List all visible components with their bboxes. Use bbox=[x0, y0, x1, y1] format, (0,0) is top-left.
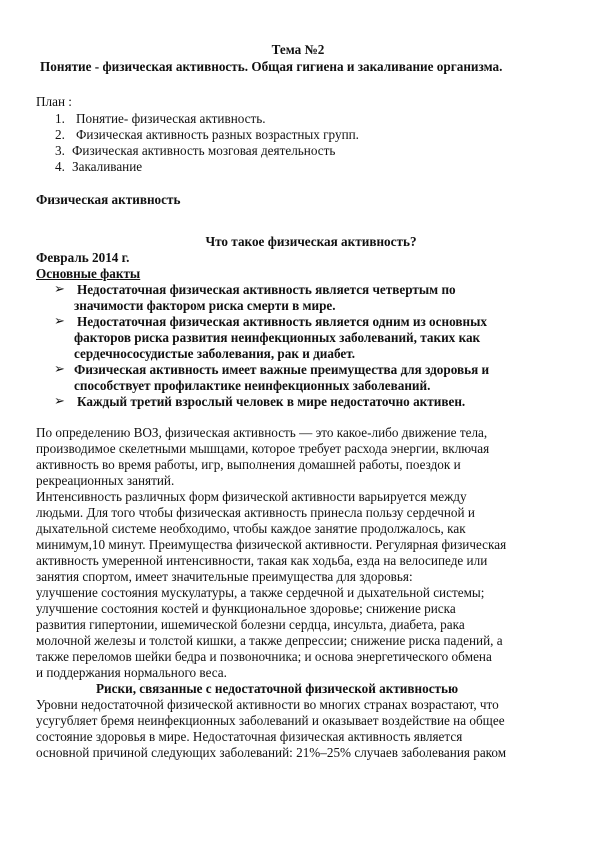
text-line: активность умеренной интенсивности, такая как ходьба, езда на велосипеде или bbox=[36, 553, 488, 568]
plan-item-text: Физическая активность разных возрастных групп. bbox=[76, 127, 359, 142]
text-line: молочной железы и толстой кишки, а также депрессии; снижение риска падений, а bbox=[36, 633, 503, 648]
plan-item-number: 1. bbox=[55, 111, 65, 126]
bullet-line: значимости фактором риска смерти в мире. bbox=[74, 298, 336, 313]
plan-item-number: 4. bbox=[55, 159, 65, 174]
bullet-line: сердечнососудистые заболевания, рак и диабет. bbox=[74, 346, 356, 361]
text-line: и поддержания нормального веса. bbox=[36, 665, 227, 680]
topic-number: Тема №2 bbox=[271, 42, 325, 57]
plan-item-number: 3. bbox=[55, 143, 65, 158]
text-line: людьми. Для того чтобы физическая активность принесла пользу сердечной и bbox=[36, 505, 475, 520]
text-line: активность во время работы, игр, выполнения домашней работы, поездок и bbox=[36, 457, 461, 472]
text-line: Интенсивность различных форм физической активности варьируется между bbox=[36, 489, 467, 504]
arrow-right-icon: ➢ bbox=[54, 362, 65, 377]
plan-label: План : bbox=[36, 94, 72, 109]
page-title: Понятие - физическая активность. Общая гигиена и закаливание организма. bbox=[40, 59, 503, 74]
date-line: Февраль 2014 г. bbox=[36, 250, 130, 265]
text-line: улучшение состояния мускулатуры, а также сердечной и дыхательной системы; bbox=[36, 585, 485, 600]
text-line: усугубляет бремя неинфекционных заболеваний и оказывает воздействие на общее bbox=[36, 713, 505, 728]
bullet-line: способствует профилактике неинфекционных заболеваний. bbox=[74, 378, 431, 393]
plan-item-number: 2. bbox=[55, 127, 65, 142]
plan-item-text: Физическая активность мозговая деятельность bbox=[72, 143, 336, 158]
text-line: состояние здоровья в мире. Недостаточная физическая активность является bbox=[36, 729, 463, 744]
text-line: улучшение состояния костей и функциональное здоровье; снижение риска bbox=[36, 601, 456, 616]
text-line: также переломов шейки бедра и позвоночника; и основа энергетического обмена bbox=[36, 649, 492, 664]
bullet-line: Недостаточная физическая активность является одним из основных bbox=[77, 314, 487, 329]
risks-heading: Риски, связанные с недостаточной физической активностью bbox=[96, 681, 459, 696]
text-line: основной причиной следующих заболеваний: 21%–25% случаев заболевания раком bbox=[36, 745, 507, 760]
text-line: рекреационных занятий. bbox=[36, 473, 175, 488]
text-line: занятия спортом, имеет значительные преимущества для здоровья: bbox=[36, 569, 413, 584]
bullet-line: Недостаточная физическая активность является четвертым по bbox=[77, 282, 456, 297]
text-line: производимое скелетными мышцами, которое требует расхода энергии, включая bbox=[36, 441, 490, 456]
bullet-line: Физическая активность имеет важные преимущества для здоровья и bbox=[74, 362, 490, 377]
arrow-right-icon: ➢ bbox=[54, 314, 65, 329]
text-line: развития гипертонии, ишемической болезни сердца, инсульта, диабета, рака bbox=[36, 617, 465, 632]
key-facts-label: Основные факты bbox=[36, 266, 141, 281]
arrow-right-icon: ➢ bbox=[54, 394, 65, 409]
text-line: По определению ВОЗ, физическая активность — это какое-либо движение тела, bbox=[36, 425, 488, 440]
bullet-line: факторов риска развития неинфекционных заболеваний, таких как bbox=[74, 330, 481, 345]
text-line: дыхательной системе необходимо, чтобы каждое занятие продолжалось, как bbox=[36, 521, 466, 536]
arrow-right-icon: ➢ bbox=[54, 282, 65, 297]
bullet-line: Каждый третий взрослый человек в мире недостаточно активен. bbox=[77, 394, 466, 409]
section-heading: Физическая активность bbox=[36, 192, 181, 207]
question-heading: Что такое физическая активность? bbox=[205, 234, 417, 249]
text-line: минимум,10 минут. Преимущества физической активности. Регулярная физическая bbox=[36, 537, 507, 552]
text-line: Уровни недостаточной физической активности во многих странах возрастают, что bbox=[36, 697, 499, 712]
plan-item-text: Понятие- физическая активность. bbox=[76, 111, 266, 126]
plan-item-text: Закаливание bbox=[72, 159, 143, 174]
